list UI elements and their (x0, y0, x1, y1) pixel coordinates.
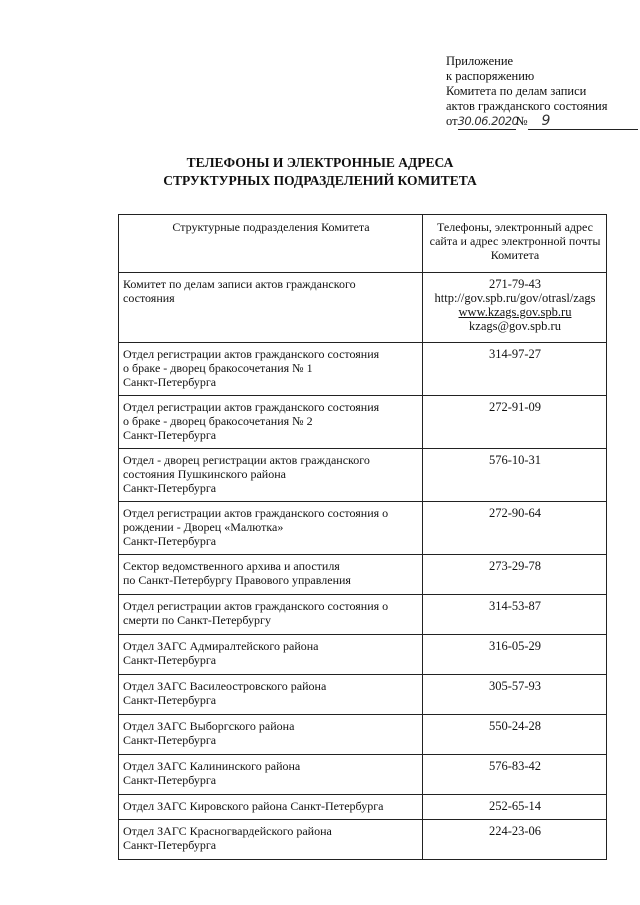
department-line: Отдел регистрации актов гражданского состояния (123, 400, 380, 414)
header-cell-contacts (423, 215, 607, 273)
phone-number: 252-65-14 (488, 799, 542, 813)
table-header-row (119, 215, 607, 273)
document-title (0, 154, 640, 190)
contact-cell (423, 502, 607, 555)
appendix-date-line (446, 114, 638, 130)
contact-cell (423, 343, 607, 396)
phone-number: 272-91-09 (488, 400, 542, 414)
contact-cell (423, 396, 607, 449)
title-line: СТРУКТУРНЫХ ПОДРАЗДЕЛЕНИЙ КОМИТЕТА (163, 173, 477, 188)
department-line: Санкт-Петербурга (123, 481, 217, 495)
department-line: по Санкт-Петербургу Правового управления (123, 573, 351, 587)
department-line: Санкт-Петербурга (123, 693, 217, 707)
department-cell (119, 715, 423, 755)
contact-cell (423, 595, 607, 635)
contact-cell (423, 715, 607, 755)
appendix-line: к распоряжению (446, 69, 535, 83)
appendix-line: актов гражданского состояния (446, 99, 608, 113)
table-row (119, 635, 607, 675)
handwritten-number: 9 (528, 114, 638, 130)
department-line: Отдел ЗАГС Адмиралтейского района (123, 639, 319, 653)
department-cell (119, 343, 423, 396)
department-line: Отдел регистрации актов гражданского состояния о (123, 506, 389, 520)
phone-number: 314-97-27 (488, 347, 542, 361)
department-line: Санкт-Петербурга (123, 838, 217, 852)
date-prefix: от (446, 114, 458, 128)
number-prefix: № (515, 114, 528, 128)
table-row (119, 795, 607, 820)
department-line: Санкт-Петербурга (123, 428, 217, 442)
department-line: Санкт-Петербурга (123, 733, 217, 747)
site-link[interactable]: www.kzags.gov.spb.ru (458, 305, 572, 319)
department-line: смерти по Санкт-Петербургу (123, 613, 271, 627)
department-cell (119, 396, 423, 449)
department-cell (119, 595, 423, 635)
department-cell (119, 755, 423, 795)
department-cell (119, 555, 423, 595)
department-line: состояния Пушкинского района (123, 467, 286, 481)
department-line: о браке - дворец бракосочетания № 1 (123, 361, 313, 375)
department-cell (119, 675, 423, 715)
phone-number: 272-90-64 (488, 506, 542, 520)
phone-number: 314-53-87 (488, 599, 542, 613)
site-url: http://gov.spb.ru/gov/otrasl/zags (434, 291, 596, 305)
department-line: рождении - Дворец «Малютка» (123, 520, 284, 534)
phone-number: 273-29-78 (488, 559, 542, 573)
table-row (119, 820, 607, 860)
department-line: Сектор ведомственного архива и апостиля (123, 559, 340, 573)
department-line: Отдел ЗАГС Калининского района (123, 759, 301, 773)
contact-cell (423, 795, 607, 820)
department-cell (119, 502, 423, 555)
department-line: Отдел ЗАГС Кировского района Санкт-Петербурга (123, 799, 384, 813)
department-line: Санкт-Петербурга (123, 773, 217, 787)
email-address: kzags@gov.spb.ru (469, 319, 561, 333)
department-cell (119, 820, 423, 860)
phone-number: 305-57-93 (488, 679, 542, 693)
contact-cell (423, 635, 607, 675)
appendix-line: Приложение (446, 54, 514, 68)
phone-number: 550-24-28 (488, 719, 542, 733)
table-row (119, 755, 607, 795)
table-row (119, 273, 607, 343)
department-line: Отдел регистрации актов гражданского состояния о (123, 599, 389, 613)
phone-number: 576-83-42 (488, 759, 542, 773)
department-cell (119, 795, 423, 820)
contact-cell (423, 820, 607, 860)
phone-number: 224-23-06 (488, 824, 542, 838)
department-line: Отдел ЗАГС Василеостровского района (123, 679, 327, 693)
handwritten-date: 30.06.2020 (457, 114, 519, 128)
contacts-table (118, 214, 607, 860)
department-line: Отдел ЗАГС Красногвардейского района (123, 824, 332, 838)
department-line: Санкт-Петербурга (123, 375, 217, 389)
header-line: Структурные подразделения Комитета (172, 220, 370, 234)
table-row (119, 675, 607, 715)
header-line: Комитета (490, 248, 540, 262)
table-row (119, 595, 607, 635)
table-row (119, 715, 607, 755)
phone-number: 316-05-29 (488, 639, 542, 653)
phone-number: 576-10-31 (488, 453, 542, 467)
contact-cell (423, 449, 607, 502)
department-line: Отдел - дворец регистрации актов гражданского (123, 453, 370, 467)
contact-cell (423, 273, 607, 343)
table-row (119, 396, 607, 449)
department-cell (119, 273, 423, 343)
contact-cell (423, 555, 607, 595)
appendix-line: Комитета по делам записи (446, 84, 587, 98)
department-cell (119, 449, 423, 502)
department-line: Санкт-Петербурга (123, 534, 217, 548)
department-line: о браке - дворец бракосочетания № 2 (123, 414, 313, 428)
header-line: сайта и адрес электронной почты (429, 234, 601, 248)
table-row (119, 343, 607, 396)
header-line: Телефоны, электронный адрес (437, 220, 593, 234)
phone-number: 271-79-43 (488, 277, 542, 291)
table-row (119, 502, 607, 555)
department-line: Отдел ЗАГС Выборгского района (123, 719, 295, 733)
department-line: Комитет по делам записи актов гражданского (123, 277, 356, 291)
appendix-block (446, 54, 638, 130)
department-cell (119, 635, 423, 675)
contact-cell (423, 755, 607, 795)
department-line: состояния (123, 291, 175, 305)
header-cell-departments (119, 215, 423, 273)
contact-cell (423, 675, 607, 715)
department-line: Отдел регистрации актов гражданского состояния (123, 347, 380, 361)
table-row (119, 449, 607, 502)
title-line: ТЕЛЕФОНЫ И ЭЛЕКТРОННЫЕ АДРЕСА (186, 155, 454, 170)
department-line: Санкт-Петербурга (123, 653, 217, 667)
table-row (119, 555, 607, 595)
